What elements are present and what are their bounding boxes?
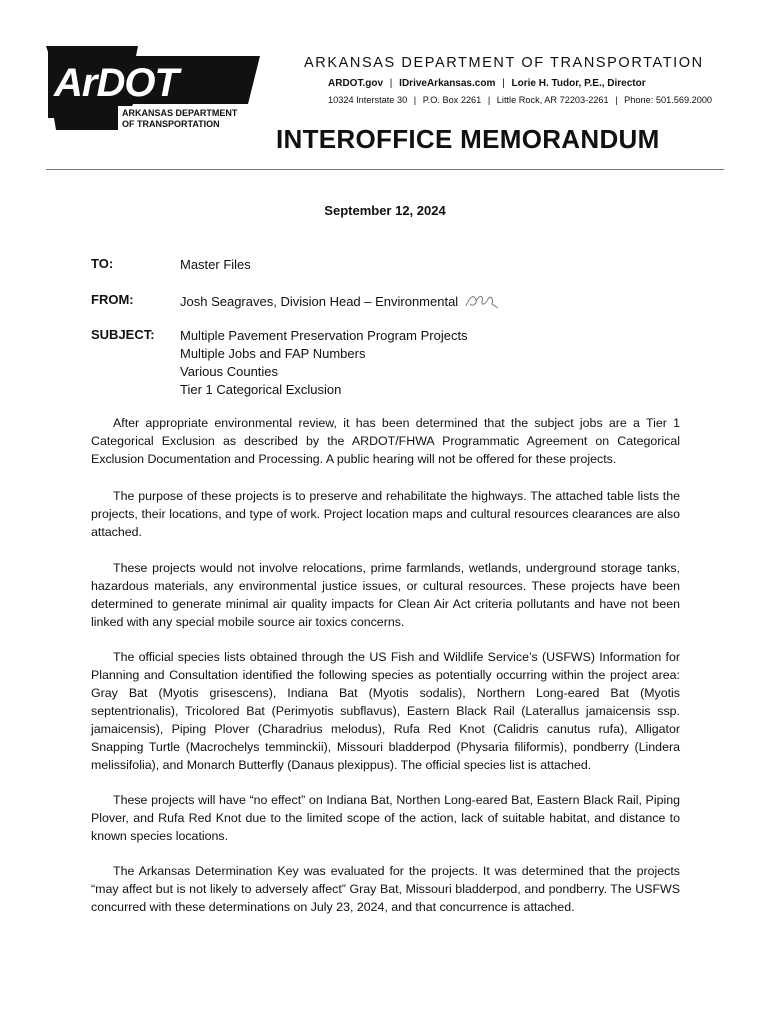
to-value: Master Files xyxy=(180,257,251,272)
from-value: Josh Seagraves, Division Head – Environmental xyxy=(180,294,459,309)
po-box: P.O. Box 2261 xyxy=(422,95,482,105)
logo-text-line2: OF TRANSPORTATION xyxy=(122,119,220,129)
body-paragraph: After appropriate environmental review, it has been determined that the subject jobs are a Tier 1 Categorical Exclusion as described by the ARDOT/FHWA Programmatic Agreement on Categorical Exclusion Documentation and Processing. A public hearing will not be offered for these projects. xyxy=(91,416,680,466)
separator: | xyxy=(615,95,618,105)
website-link[interactable]: ARDOT.gov xyxy=(328,78,383,89)
header-divider xyxy=(46,169,724,170)
to-label: TO: xyxy=(91,256,114,271)
body-paragraph: These projects will have “no effect” on Indiana Bat, Northen Long-eared Bat, Eastern Black Rail, Piping Plover, and Rufa Red Knot due to the limited scope of the action, lack of suitable habitat, and distance to known species locations. xyxy=(91,793,680,843)
subject-line: Various Counties xyxy=(180,364,279,379)
idrive-link[interactable]: IDriveArkansas.com xyxy=(399,78,496,89)
body-paragraph: The official species lists obtained through the US Fish and Wildlife Service’s (USFWS) Information for Planning and Consultation identified the following species as potentially occurring within the project area: Gray Bat (Myotis grisescens), Indiana Bat (Myotis sodalis), Northern Long-eared Bat (Myotis septentrionalis), Tricolored Bat (Perimyotis subflavus), Eastern Black Rail (Laterallus jamaicensis ssp. jamaicensis), Piping Plover (Charadrius melodus), Rufa Red Knot (Calidris canutus rufa), Alligator Snapping Turtle (Macrochelys temminckii), Missouri bladderpod (Physaria filiformis), pondberry (Lindera melissifolia), and Monarch Butterfly (Danaus plexippus). The official species list is attached. xyxy=(91,650,680,772)
city-state-zip: Little Rock, AR 72203-2261 xyxy=(496,95,609,105)
body-paragraph: The purpose of these projects is to preserve and rehabilitate the highways. The attached table lists the projects, their locations, and type of work. Project location maps and cultural resources clearances are also attached. xyxy=(91,489,680,539)
logo-text-line1: ARKANSAS DEPARTMENT xyxy=(122,108,238,118)
separator: | xyxy=(389,78,393,89)
subject-lines xyxy=(180,327,468,399)
memo-title: INTEROFFICE MEMORANDUM xyxy=(276,124,660,154)
letterhead-address-line xyxy=(328,95,712,105)
subject-line: Multiple Pavement Preservation Program Projects xyxy=(180,328,468,343)
from-label: FROM: xyxy=(91,292,134,307)
phone-number: Phone: 501.569.2000 xyxy=(624,95,713,105)
separator: | xyxy=(502,78,505,89)
letterhead-org-name: ARKANSAS DEPARTMENT OF TRANSPORTATION xyxy=(304,55,704,71)
director-name: Lorie H. Tudor, P.E., Director xyxy=(511,78,646,89)
street-address: 10324 Interstate 30 xyxy=(328,95,408,105)
ardot-logo xyxy=(42,44,264,132)
logo-mark: ArDOT xyxy=(54,61,178,105)
subject-line: Tier 1 Categorical Exclusion xyxy=(180,382,342,397)
subject-label: SUBJECT: xyxy=(91,327,155,342)
subject-line: Multiple Jobs and FAP Numbers xyxy=(180,346,366,361)
separator: | xyxy=(413,95,417,105)
from-value-wrap xyxy=(180,292,500,311)
letterhead-contact-line xyxy=(328,78,646,89)
signature-initials xyxy=(464,292,500,310)
body-paragraph: The Arkansas Determination Key was evaluated for the projects. It was determined that the projects “may affect but is not likely to adversely affect” Gray Bat, Missouri bladderpod, and pondberry. The USFWS concurred with these determinations on July 23, 2024, and that concurrence is attached. xyxy=(91,864,680,914)
separator: | xyxy=(487,95,491,105)
body-paragraph: These projects would not involve relocations, prime farmlands, wetlands, underground storage tanks, hazardous materials, any environmental justice issues, or cultural resources. These projects have been determined to generate minimal air quality impacts for Clean Air Act criteria pollutants and have not been linked with any special mobile source air toxics concerns. xyxy=(91,561,680,629)
memo-date: September 12, 2024 xyxy=(324,203,446,218)
